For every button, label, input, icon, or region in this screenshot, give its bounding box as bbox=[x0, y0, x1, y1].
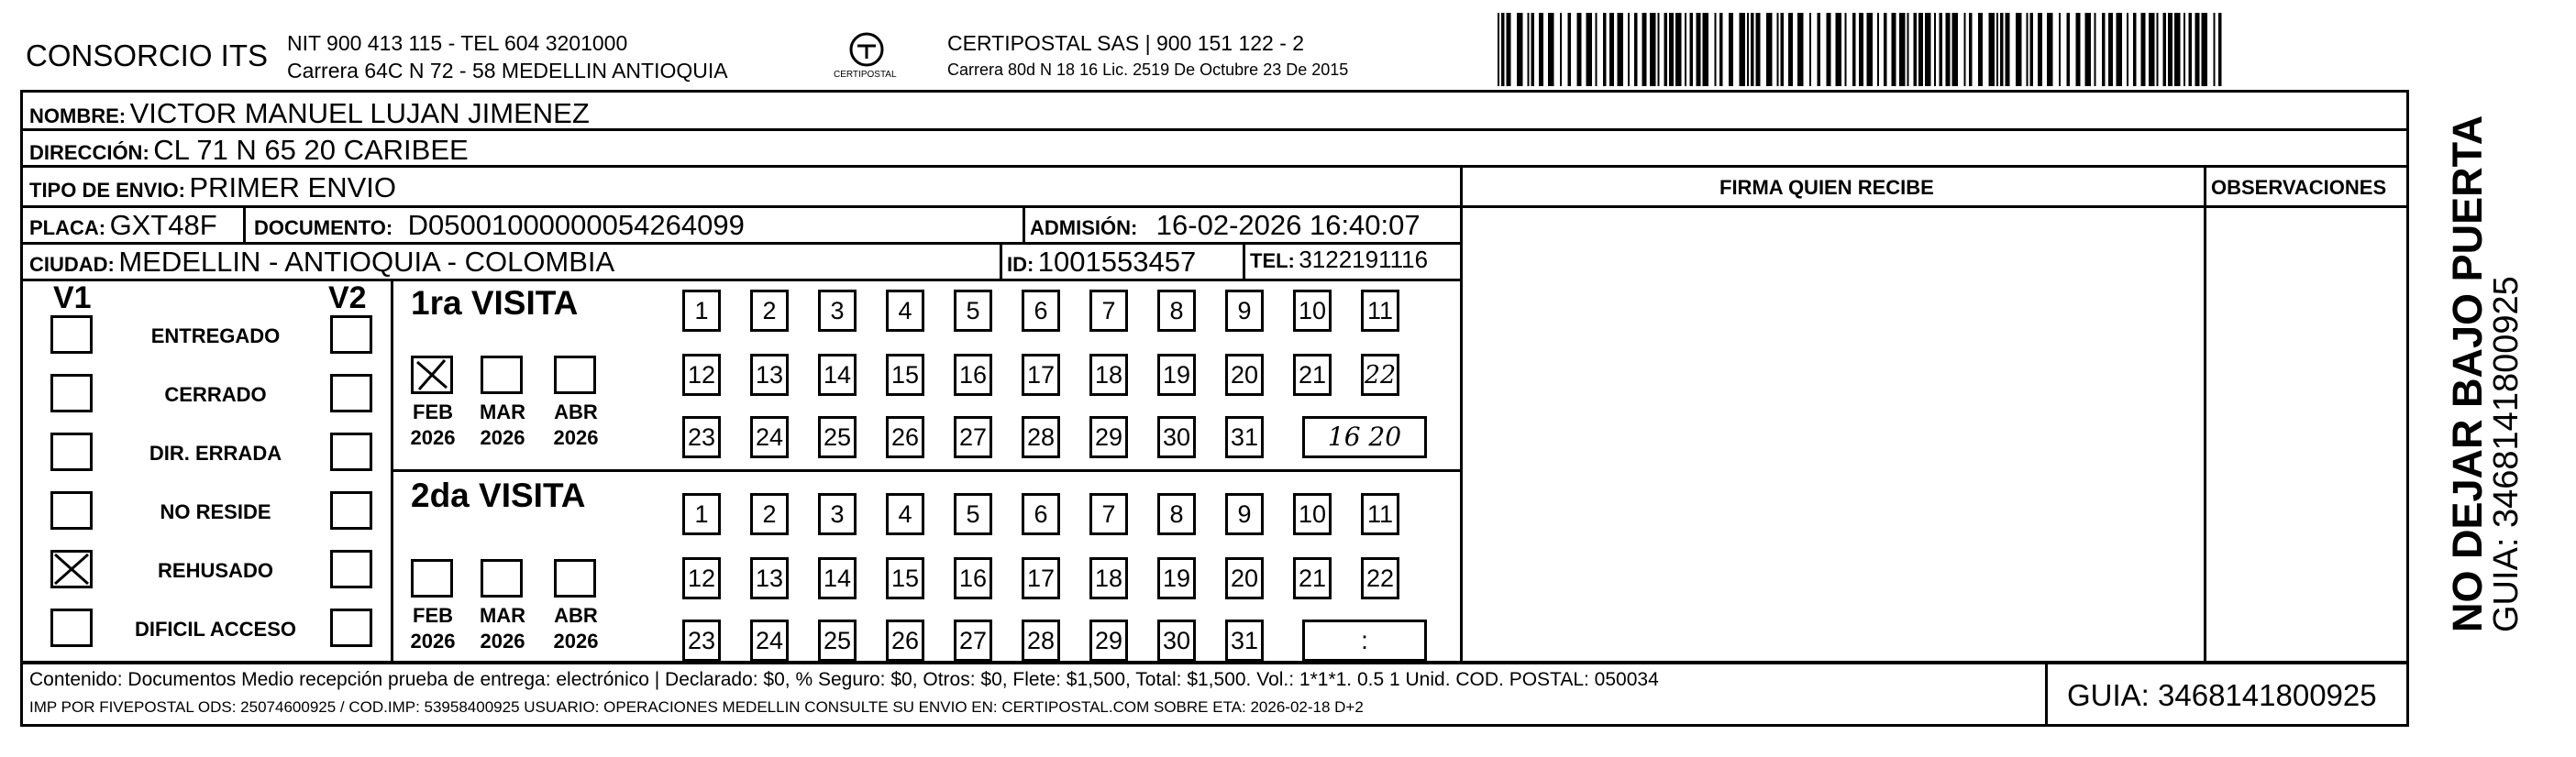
day-box[interactable]: 9 bbox=[1225, 290, 1264, 332]
day-box[interactable]: 3 bbox=[818, 493, 857, 535]
barcode-bar bbox=[1498, 13, 1499, 86]
day-box[interactable]: 31 bbox=[1225, 620, 1264, 662]
barcode-bar bbox=[1690, 13, 1694, 86]
barcode-bar bbox=[2184, 13, 2185, 86]
admision-value: 16-02-2026 16:40:07 bbox=[1155, 209, 1421, 241]
barcode-bar bbox=[2168, 13, 2172, 86]
day-box[interactable]: 8 bbox=[1157, 290, 1196, 332]
barcode-bar bbox=[1914, 13, 1918, 86]
month-label bbox=[550, 400, 602, 451]
barcode-bar bbox=[2102, 13, 2106, 86]
documento-value: D05001000000054264099 bbox=[407, 209, 745, 241]
day-box[interactable]: 13 bbox=[750, 557, 789, 599]
barcode-bar bbox=[1577, 13, 1582, 86]
second-visit-title: 2da VISITA bbox=[411, 477, 586, 514]
barcode-bar bbox=[1729, 13, 1733, 86]
time-box[interactable]: : bbox=[1302, 620, 1427, 662]
barcode-bar bbox=[1603, 13, 1607, 86]
barcode-bar bbox=[1969, 13, 1973, 86]
month-name: FEB bbox=[413, 604, 453, 627]
footer-line2: IMP POR FIVEPOSTAL ODS: 25074600925 / COD.IMP: 53958400925 USUARIO: OPERACIONES MEDELLIN CONSULTE SU ENVIO EN: CERTIPOSTAL.COM SOBRE ETA: 2026-02-18 D+2 bbox=[29, 698, 1364, 716]
month-year: 2026 bbox=[410, 630, 456, 653]
month-year: 2026 bbox=[553, 630, 599, 653]
month-label bbox=[407, 603, 459, 654]
day-box[interactable]: 30 bbox=[1157, 620, 1196, 662]
barcode-bar bbox=[1788, 13, 1793, 86]
barcode-bar bbox=[1845, 13, 1847, 86]
day-box[interactable]: 15 bbox=[886, 557, 924, 599]
observaciones-header: OBSERVACIONES bbox=[2211, 176, 2387, 199]
day-box[interactable]: 25 bbox=[818, 620, 857, 662]
v2-label: V2 bbox=[328, 280, 367, 315]
barcode-bar bbox=[1899, 13, 1906, 86]
barcode-bar bbox=[1539, 13, 1543, 86]
day-box[interactable]: 7 bbox=[1089, 493, 1128, 535]
barcode-bar bbox=[1766, 13, 1773, 86]
barcode-bar bbox=[2085, 13, 2092, 86]
barcode-bar bbox=[1675, 13, 1682, 86]
day-box[interactable]: 19 bbox=[1157, 557, 1196, 599]
barcode-bar bbox=[2076, 13, 2081, 86]
barcode-bar bbox=[2038, 13, 2042, 86]
carrier-line2: Carrera 80d N 18 16 Lic. 2519 De Octubre 23 De 2015 bbox=[947, 60, 1349, 79]
day-box[interactable]: 16 bbox=[954, 354, 992, 396]
month-label bbox=[477, 400, 528, 451]
day-box[interactable]: 31 bbox=[1225, 416, 1264, 458]
barcode-bar bbox=[1703, 13, 1709, 86]
status-label: REHUSADO bbox=[158, 559, 273, 582]
v1-checkbox[interactable] bbox=[50, 374, 93, 412]
barcode-bar bbox=[1628, 13, 1630, 86]
barcode-bar bbox=[1634, 13, 1638, 86]
day-box[interactable]: 14 bbox=[818, 557, 857, 599]
month-label bbox=[550, 603, 602, 654]
tel-row bbox=[1250, 246, 1428, 274]
day-box[interactable]: 3 bbox=[818, 290, 857, 332]
barcode-bar bbox=[1836, 13, 1842, 86]
time-box[interactable] bbox=[1302, 416, 1427, 458]
footer-guia: GUIA: 3468141800925 bbox=[2067, 678, 2377, 712]
barcode-bar bbox=[1996, 13, 1998, 86]
month-year: 2026 bbox=[410, 426, 456, 449]
day-box[interactable]: 11 bbox=[1361, 290, 1399, 332]
day-box[interactable]: 25 bbox=[818, 416, 857, 458]
barcode-bar bbox=[2149, 13, 2155, 86]
status-label: ENTREGADO bbox=[150, 324, 281, 347]
barcode-bar bbox=[1618, 13, 1624, 86]
day-box[interactable]: 9 bbox=[1225, 493, 1264, 535]
barcode-bar bbox=[1548, 13, 1554, 86]
day-box[interactable]: 15 bbox=[886, 354, 924, 396]
day-box[interactable]: 6 bbox=[1022, 493, 1060, 535]
day-box[interactable]: 7 bbox=[1089, 290, 1128, 332]
barcode-bar bbox=[1531, 13, 1535, 86]
month-name: MAR bbox=[479, 400, 526, 423]
day-box[interactable]: 12 bbox=[682, 557, 721, 599]
barcode-bar bbox=[1697, 13, 1701, 86]
v2-checkbox[interactable] bbox=[330, 609, 372, 647]
barcode-bar bbox=[1528, 13, 1530, 86]
day-box[interactable]: 21 bbox=[1293, 557, 1332, 599]
barcode-bar bbox=[1609, 13, 1614, 86]
handwritten-day: 22 bbox=[1364, 361, 1397, 389]
placa-row bbox=[29, 209, 217, 242]
day-box[interactable]: 1 bbox=[682, 290, 721, 332]
barcode-bar bbox=[1715, 13, 1717, 86]
barcode-bar bbox=[1867, 13, 1874, 86]
barcode-bar bbox=[2000, 13, 2004, 86]
v1-checkbox[interactable] bbox=[50, 491, 93, 530]
barcode-bar bbox=[1884, 13, 1887, 86]
tipo-label: TIPO DE ENVIO: bbox=[29, 179, 185, 202]
day-box[interactable]: 16 bbox=[954, 557, 992, 599]
barcode-bar bbox=[1560, 13, 1562, 86]
barcode-bar bbox=[1797, 13, 1804, 86]
barcode-bar bbox=[2127, 13, 2128, 86]
month-label bbox=[477, 603, 528, 654]
certipostal-logo bbox=[830, 29, 903, 88]
v1-checkbox[interactable] bbox=[50, 433, 93, 471]
barcode-bar bbox=[1852, 13, 1856, 86]
placa-label: PLACA: bbox=[29, 216, 106, 239]
day-box[interactable]: 17 bbox=[1022, 557, 1060, 599]
day-box[interactable]: 18 bbox=[1089, 354, 1128, 396]
documento-row bbox=[254, 209, 745, 242]
v2-checkbox[interactable] bbox=[330, 491, 372, 530]
barcode-bar bbox=[1568, 13, 1572, 86]
barcode-bar bbox=[1747, 13, 1749, 86]
month-checkbox[interactable] bbox=[411, 559, 453, 598]
day-box[interactable]: 30 bbox=[1157, 416, 1196, 458]
month-checkbox[interactable] bbox=[554, 356, 596, 394]
no-dejar-warning: NO DEJAR BAJO PUERTA bbox=[2444, 115, 2491, 632]
day-box[interactable]: 20 bbox=[1225, 354, 1264, 396]
barcode-bar bbox=[2214, 13, 2216, 86]
carrier-line1: CERTIPOSTAL SAS | 900 151 122 - 2 bbox=[947, 31, 1305, 55]
direccion-row bbox=[29, 134, 469, 167]
day-box[interactable] bbox=[1361, 354, 1399, 396]
barcode-bar bbox=[1907, 13, 1909, 86]
v2-checkbox[interactable] bbox=[330, 374, 372, 412]
month-label bbox=[407, 400, 459, 451]
company-name: CONSORCIO ITS bbox=[26, 38, 269, 72]
admision-label: ADMISIÓN: bbox=[1030, 216, 1138, 239]
month-checkbox[interactable] bbox=[554, 559, 596, 598]
barcode-bar bbox=[1756, 13, 1761, 86]
direccion-label: DIRECCIÓN: bbox=[29, 141, 149, 164]
v1-checkbox[interactable] bbox=[50, 550, 93, 588]
barcode-bar bbox=[2059, 13, 2061, 86]
day-box[interactable]: 1 bbox=[682, 493, 721, 535]
barcode-bar bbox=[2006, 13, 2010, 86]
barcode bbox=[1498, 13, 2228, 86]
barcode-bar bbox=[1934, 13, 1936, 86]
logo-text: CERTIPOSTAL bbox=[834, 70, 897, 80]
barcode-bar bbox=[2218, 13, 2222, 86]
ciudad-label: CIUDAD: bbox=[29, 253, 115, 276]
month-name: FEB bbox=[413, 400, 453, 423]
month-name: MAR bbox=[479, 604, 526, 627]
barcode-bar bbox=[2189, 13, 2193, 86]
month-year: 2026 bbox=[480, 630, 525, 653]
tipo-row bbox=[29, 171, 396, 204]
barcode-bar bbox=[1877, 13, 1879, 86]
nombre-value: VICTOR MANUEL LUJAN JIMENEZ bbox=[129, 97, 590, 129]
month-checkbox[interactable] bbox=[481, 356, 523, 394]
barcode-bar bbox=[1685, 13, 1686, 86]
day-box[interactable]: 8 bbox=[1157, 493, 1196, 535]
barcode-bar bbox=[1664, 13, 1668, 86]
day-box[interactable]: 19 bbox=[1157, 354, 1196, 396]
day-box[interactable]: 14 bbox=[818, 354, 857, 396]
id-value: 1001553457 bbox=[1037, 246, 1197, 278]
barcode-bar bbox=[2027, 13, 2029, 86]
day-box[interactable]: 29 bbox=[1089, 416, 1128, 458]
barcode-bar bbox=[1719, 13, 1723, 86]
barcode-bar bbox=[1507, 13, 1511, 86]
id-label: ID: bbox=[1007, 253, 1034, 276]
day-box[interactable]: 28 bbox=[1022, 416, 1060, 458]
barcode-bar bbox=[1809, 13, 1811, 86]
barcode-bar bbox=[1587, 13, 1593, 86]
status-label: DIFICIL ACCESO bbox=[134, 618, 296, 641]
firma-header: FIRMA QUIEN RECIBE bbox=[1719, 176, 1934, 199]
id-row bbox=[1007, 246, 1196, 279]
day-box[interactable]: 26 bbox=[886, 416, 924, 458]
day-box[interactable]: 4 bbox=[886, 493, 924, 535]
tipo-value: PRIMER ENVIO bbox=[189, 171, 397, 203]
barcode-bar bbox=[2163, 13, 2167, 86]
company-info-line1: NIT 900 413 115 - TEL 604 3201000 bbox=[287, 31, 628, 55]
barcode-bar bbox=[1669, 13, 1674, 86]
barcode-bar bbox=[1658, 13, 1660, 86]
barcode-bar bbox=[1517, 13, 1523, 86]
barcode-bar bbox=[1918, 13, 1923, 86]
v2-checkbox[interactable] bbox=[330, 433, 372, 471]
day-box[interactable]: 10 bbox=[1293, 290, 1332, 332]
month-name: ABR bbox=[554, 400, 598, 423]
barcode-bar bbox=[1925, 13, 1931, 86]
day-box[interactable]: 27 bbox=[954, 620, 992, 662]
v2-checkbox[interactable] bbox=[330, 550, 372, 588]
day-box[interactable]: 17 bbox=[1022, 354, 1060, 396]
day-box[interactable]: 27 bbox=[954, 416, 992, 458]
barcode-bar bbox=[1964, 13, 1966, 86]
tel-label: TEL: bbox=[1250, 249, 1295, 272]
barcode-bar bbox=[1751, 13, 1754, 86]
day-box[interactable]: 24 bbox=[750, 620, 789, 662]
day-box[interactable]: 13 bbox=[750, 354, 789, 396]
barcode-bar bbox=[2095, 13, 2096, 86]
barcode-bar bbox=[1740, 13, 1746, 86]
month-checkbox[interactable] bbox=[481, 559, 523, 598]
day-box[interactable]: 4 bbox=[886, 290, 924, 332]
side-guia: GUIA: 3468141800925 bbox=[2487, 276, 2526, 632]
barcode-bar bbox=[1978, 13, 1983, 86]
nombre-row bbox=[29, 97, 590, 130]
barcode-bar bbox=[2117, 13, 2123, 86]
first-visit-title: 1ra VISITA bbox=[411, 284, 579, 322]
tel-value: 3122191116 bbox=[1299, 246, 1429, 273]
barcode-bar bbox=[1781, 13, 1785, 86]
day-box[interactable]: 2 bbox=[750, 493, 789, 535]
nombre-label: NOMBRE: bbox=[29, 104, 127, 127]
barcode-bar bbox=[1952, 13, 1959, 86]
day-box[interactable]: 21 bbox=[1293, 354, 1332, 396]
barcode-bar bbox=[1989, 13, 1996, 86]
placa-value: GXT48F bbox=[109, 209, 217, 241]
day-box[interactable]: 11 bbox=[1361, 493, 1399, 535]
barcode-bar bbox=[2202, 13, 2208, 86]
direccion-value: CL 71 N 65 20 CARIBEE bbox=[153, 134, 469, 166]
footer-line1: Contenido: Documentos Medio recepción prueba de entrega: electrónico | Declarado: $0, % Seguro: $0, Otros: $0, Flete: $1,500, Total: $1,500. Vol.: 1*1*1. 0.5 1 Unid. COD. POSTAL: 050034 bbox=[29, 669, 1659, 690]
barcode-bar bbox=[2195, 13, 2200, 86]
v1-checkbox[interactable] bbox=[50, 609, 93, 647]
day-box[interactable]: 26 bbox=[886, 620, 924, 662]
admision-row bbox=[1030, 209, 1421, 242]
day-box[interactable]: 29 bbox=[1089, 620, 1128, 662]
barcode-bar bbox=[1596, 13, 1598, 86]
day-box[interactable]: 20 bbox=[1225, 557, 1264, 599]
day-box[interactable]: 23 bbox=[682, 620, 721, 662]
barcode-bar bbox=[2174, 13, 2181, 86]
ciudad-row bbox=[29, 246, 614, 279]
day-box[interactable]: 6 bbox=[1022, 290, 1060, 332]
v1-checkbox[interactable] bbox=[50, 315, 93, 354]
status-label: DIR. ERRADA bbox=[149, 442, 282, 465]
barcode-bar bbox=[1650, 13, 1656, 86]
day-box[interactable]: 22 bbox=[1361, 557, 1399, 599]
barcode-bar bbox=[2067, 13, 2071, 86]
month-year: 2026 bbox=[553, 426, 599, 449]
day-box[interactable]: 5 bbox=[954, 290, 992, 332]
ciudad-value: MEDELLIN - ANTIOQUIA - COLOMBIA bbox=[118, 246, 615, 278]
barcode-bar bbox=[2141, 13, 2146, 86]
barcode-bar bbox=[1946, 13, 1951, 86]
checkmark-x-icon bbox=[53, 553, 90, 586]
day-box[interactable]: 5 bbox=[954, 493, 992, 535]
barcode-bar bbox=[1892, 13, 1896, 86]
documento-label: DOCUMENTO: bbox=[254, 216, 393, 239]
barcode-bar bbox=[1827, 13, 1831, 86]
month-name: ABR bbox=[554, 604, 598, 627]
day-box[interactable]: 24 bbox=[750, 416, 789, 458]
handwritten-time: 16 20 bbox=[1327, 422, 1402, 452]
barcode-bar bbox=[2047, 13, 2053, 86]
barcode-bar bbox=[1940, 13, 1943, 86]
v2-checkbox[interactable] bbox=[330, 315, 372, 354]
barcode-bar bbox=[1501, 13, 1505, 86]
status-label: CERRADO bbox=[164, 383, 267, 406]
day-box[interactable]: 2 bbox=[750, 290, 789, 332]
day-box[interactable]: 18 bbox=[1089, 557, 1128, 599]
barcode-bar bbox=[1777, 13, 1779, 86]
barcode-bar bbox=[1642, 13, 1647, 86]
month-year: 2026 bbox=[480, 426, 525, 449]
barcode-bar bbox=[2030, 13, 2034, 86]
day-box[interactable]: 23 bbox=[682, 416, 721, 458]
barcode-bar bbox=[2133, 13, 2137, 86]
month-checkbox[interactable] bbox=[411, 356, 453, 394]
v1-label: V1 bbox=[53, 280, 92, 315]
day-box[interactable]: 28 bbox=[1022, 620, 1060, 662]
checkmark-x-icon bbox=[414, 358, 450, 391]
barcode-bar bbox=[2157, 13, 2159, 86]
barcode-bar bbox=[2016, 13, 2022, 86]
company-info-line2: Carrera 64C N 72 - 58 MEDELLIN ANTIOQUIA bbox=[287, 59, 728, 82]
barcode-bar bbox=[1859, 13, 1863, 86]
barcode-bar bbox=[1818, 13, 1821, 86]
barcode-bar bbox=[2108, 13, 2113, 86]
day-box[interactable]: 10 bbox=[1293, 493, 1332, 535]
day-box[interactable]: 12 bbox=[682, 354, 721, 396]
status-label: NO RESIDE bbox=[160, 500, 271, 523]
